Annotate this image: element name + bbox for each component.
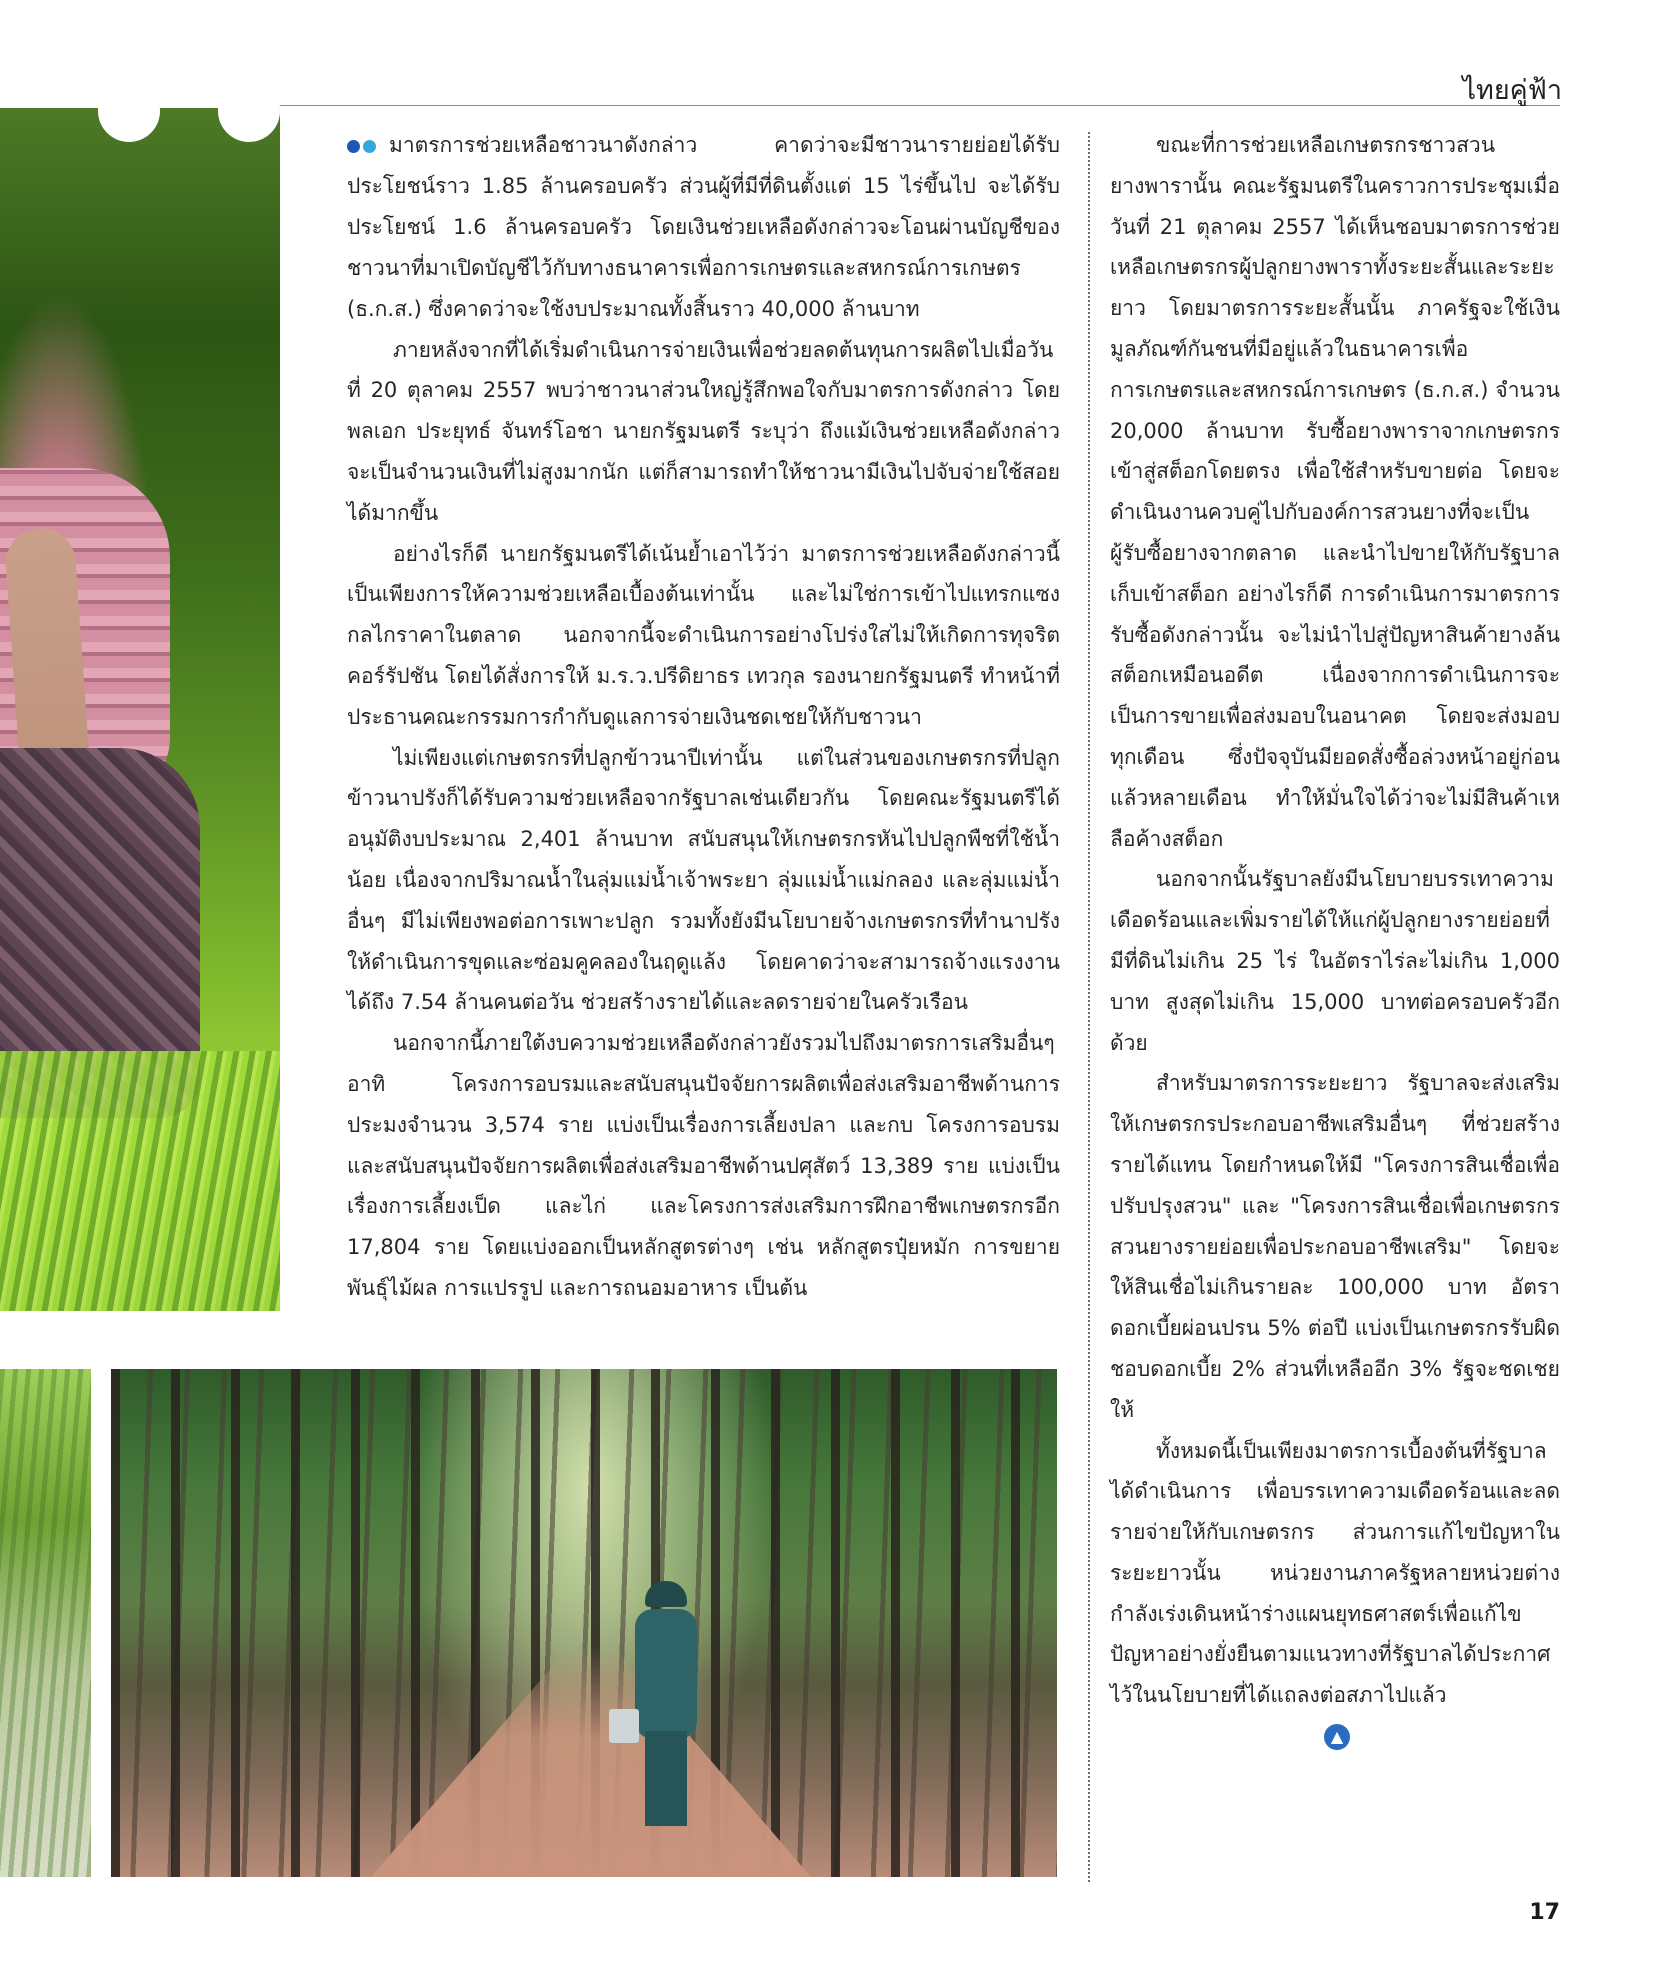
paragraph: ภายหลังจากที่ได้เริ่มดำเนินการจ่ายเงินเพื่อช่วยลดต้นทุนการผลิตไปเมื่อวันที่ 20 ตุลาคม 2557 พบว่าชาวนาส่วนใหญ่รู้สึกพอใจกับมาตรการดังกล่าว โดย พลเอก ประยุทธ์ จันทร์โอชา นายกรัฐมนตรี ระบุว่า ถึงแม้เงินช่วยเหลือดังกล่าวจะเป็นจำนวนเงินที่ไม่สูงมากนัก แต่ก็สามารถทำให้ชาวนามีเงินไปจับจ่ายใช้สอยได้มากขึ้น: [347, 337, 1060, 525]
paragraph: นอกจากนั้นรัฐบาลยังมีนโยบายบรรเทาความเดือดร้อนและเพิ่มรายได้ให้แก่ผู้ปลูกยางรายย่อยที่มีที่ดินไม่เกิน 25 ไร่ ในอัตราไร่ละไม่เกิน 1,000 บาท สูงสุดไม่เกิน 15,000 บาทต่อครอบครัวอีกด้วย: [1110, 867, 1560, 1055]
paragraph: สำหรับมาตรการระยะยาว รัฐบาลจะส่งเสริมให้เกษตรกรประกอบอาชีพเสริมอื่นๆ ที่ช่วยสร้างรายได้แทน โดยกำหนดให้มี "โครงการสินเชื่อเพื่อปรับปรุงสวน" และ "โครงการสินเชื่อเพื่อเกษตรกรสวนยางรายย่อยเพื่อประกอบอาชีพเสริม" โดยจะให้สินเชื่อไม่เกินรายละ 100,000 บาท อัตราดอกเบี้ยผ่อนปรน 5% ต่อปี แบ่งเป็นเกษตรกรรับผิดชอบดอกเบี้ย 2% ส่วนที่เหลืออีก 3% รัฐจะชดเชยให้: [1110, 1071, 1560, 1422]
rice-farmer-photo: [0, 108, 280, 1311]
article-column-1: [347, 125, 1060, 1309]
paragraph: ทั้งหมดนี้เป็นเพียงมาตรการเบื้องต้นที่รัฐบาลได้ดำเนินการ เพื่อบรรเทาความเดือดร้อนและลดรายจ่ายให้กับเกษตรกร ส่วนการแก้ไขปัญหาในระยะยาวนั้น หน่วยงานภาครัฐหลายหน่วยต่างกำลังเร่งเดินหน้าร่างแผนยุทธศาสตร์เพื่อแก้ไขปัญหาอย่างยั่งยืนตามแนวทางที่รัฐบาลได้ประกาศไว้ในนโยบายที่ได้แถลงต่อสภาไปแล้ว: [1110, 1438, 1560, 1708]
page-number: 17: [1529, 1900, 1560, 1925]
scallop-decoration: [98, 80, 160, 142]
scallop-decoration: [218, 80, 280, 142]
article-end-icon: ▲: [1324, 1724, 1350, 1750]
column-divider: [1088, 132, 1090, 1882]
paragraph: ไม่เพียงแต่เกษตรกรที่ปลูกข้าวนาปีเท่านั้น แต่ในส่วนของเกษตรกรที่ปลูกข้าวนาปรังก็ได้รับความช่วยเหลือจากรัฐบาลเช่นเดียวกัน โดยคณะรัฐมนตรีได้อนุมัติงบประมาณ 2,401 ล้านบาท สนับสนุนให้เกษตรกรหันไปปลูกพืชที่ใช้น้ำน้อย เนื่องจากปริมาณน้ำในลุ่มแม่น้ำเจ้าพระยา ลุ่มแม่น้ำแม่กลอง และลุ่มแม่น้ำอื่นๆ มีไม่เพียงพอต่อการเพาะปลูก รวมทั้งยังมีนโยบายจ้างเกษตรกรที่ทำนาปรังให้ดำเนินการขุดและซ่อมคูคลองในฤดูแล้ง โดยคาดว่าจะสามารถจ้างแรงงานได้ถึง 7.54 ล้านคนต่อวัน ช่วยสร้างรายได้และลดรายจ่ายในครัวเรือน: [347, 745, 1060, 1015]
paragraph: นอกจากนี้ภายใต้งบความช่วยเหลือดังกล่าวยังรวมไปถึงมาตรการเสริมอื่นๆ อาทิ โครงการอบรมและสนับสนุนปัจจัยการผลิตเพื่อส่งเสริมอาชีพด้านการประมงจำนวน 3,574 ราย แบ่งเป็นเรื่องการเลี้ยงปลา และกบ โครงการอบรมและสนับสนุนปัจจัยการผลิตเพื่อส่งเสริมอาชีพด้านปศุสัตว์ 13,389 ราย แบ่งเป็นเรื่องการเลี้ยงเป็ด และไก่ และโครงการส่งเสริมการฝึกอาชีพเกษตรกรอีก 17,804 ราย โดยแบ่งออกเป็นหลักสูตรต่างๆ เช่น หลักสูตรปุ๋ยหมัก การขยายพันธุ์ไม้ผล การแปรรูป และการถนอมอาหาร เป็นต้น: [347, 1031, 1060, 1300]
rice-seedlings-photo: [0, 1369, 91, 1877]
paragraph: ขณะที่การช่วยเหลือเกษตรกรชาวสวนยางพารานั้น คณะรัฐมนตรีในคราวการประชุมเมื่อวันที่ 21 ตุลาคม 2557 ได้เห็นชอบมาตรการช่วยเหลือเกษตรกรผู้ปลูกยางพาราทั้งระยะสั้นและระยะยาว โดยมาตรการระยะสั้นนั้น ภาครัฐจะใช้เงินมูลภัณฑ์กันชนที่มีอยู่แล้วในธนาคารเพื่อการเกษตรและสหกรณ์การเกษตร (ธ.ก.ส.) จำนวน 20,000 ล้านบาท รับซื้อยางพาราจากเกษตรกรเข้าสู่สต็อกโดยตรง เพื่อใช้สำหรับขายต่อ โดยจะดำเนินงานควบคู่ไปกับองค์การสวนยางที่จะเป็นผู้รับซื้อยางจากตลาด และนำไปขายให้กับรัฐบาลเก็บเข้าสต็อก อย่างไรก็ดี การดำเนินการมาตรการรับซื้อดังกล่าวนั้น จะไม่นำไปสู่ปัญหาสินค้ายางล้นสต็อกเหมือนอดีต เนื่องจากการดำเนินการจะเป็นการขายเพื่อส่งมอบในอนาคต โดยจะส่งมอบทุกเดือน ซึ่งปัจจุบันมียอดสั่งซื้อล่วงหน้าอยู่ก่อนแล้วหลายเดือน ทำให้มั่นใจได้ว่าจะไม่มีสินค้าเหลือค้างสต็อก: [1110, 133, 1560, 851]
article-column-2: [1110, 125, 1560, 1716]
double-dot-bullet-icon: [347, 126, 379, 167]
header-rule: [280, 105, 1560, 106]
paragraph: อย่างไรก็ดี นายกรัฐมนตรีได้เน้นย้ำเอาไว้ว่า มาตรการช่วยเหลือดังกล่าวนี้เป็นเพียงการให้ความช่วยเหลือเบื้องต้นเท่านั้น และไม่ใช่การเข้าไปแทรกแซงกลไกราคาในตลาด นอกจากนี้จะดำเนินการอย่างโปร่งใสไม่ให้เกิดการทุจริตคอร์รัปชัน โดยได้สั่งการให้ ม.ร.ว.ปรีดิยาธร เทวกุล รองนายกรัฐมนตรี ทำหน้าที่ประธานคณะกรรมการกำกับดูแลการจ่ายเงินชดเชยให้กับชาวนา: [347, 541, 1060, 729]
rubber-tapper-figure: [631, 1581, 701, 1831]
magazine-name: ไทยคู่ฟ้า: [1462, 75, 1562, 106]
paragraph-text: มาตรการช่วยเหลือชาวนาดังกล่าว คาดว่าจะมีชาวนารายย่อยได้รับประโยชน์ราว 1.85 ล้านครอบครัว ส่วนผู้ที่มีที่ดินตั้งแต่ 15 ไร่ขึ้นไป จะได้รับประโยชน์ 1.6 ล้านครอบครัว โดยเงินช่วยเหลือดังกล่าวจะโอนผ่านบัญชีของชาวนาที่มาเปิดบัญชีไว้กับทางธนาคารเพื่อการเกษตรและสหกรณ์การเกษตร (ธ.ก.ส.) ซึ่งคาดว่าจะใช้งบประมาณทั้งสิ้นราว 40,000 ล้านบาท: [347, 133, 1060, 321]
rubber-plantation-photo: [111, 1369, 1057, 1877]
paragraph: [347, 125, 1060, 330]
